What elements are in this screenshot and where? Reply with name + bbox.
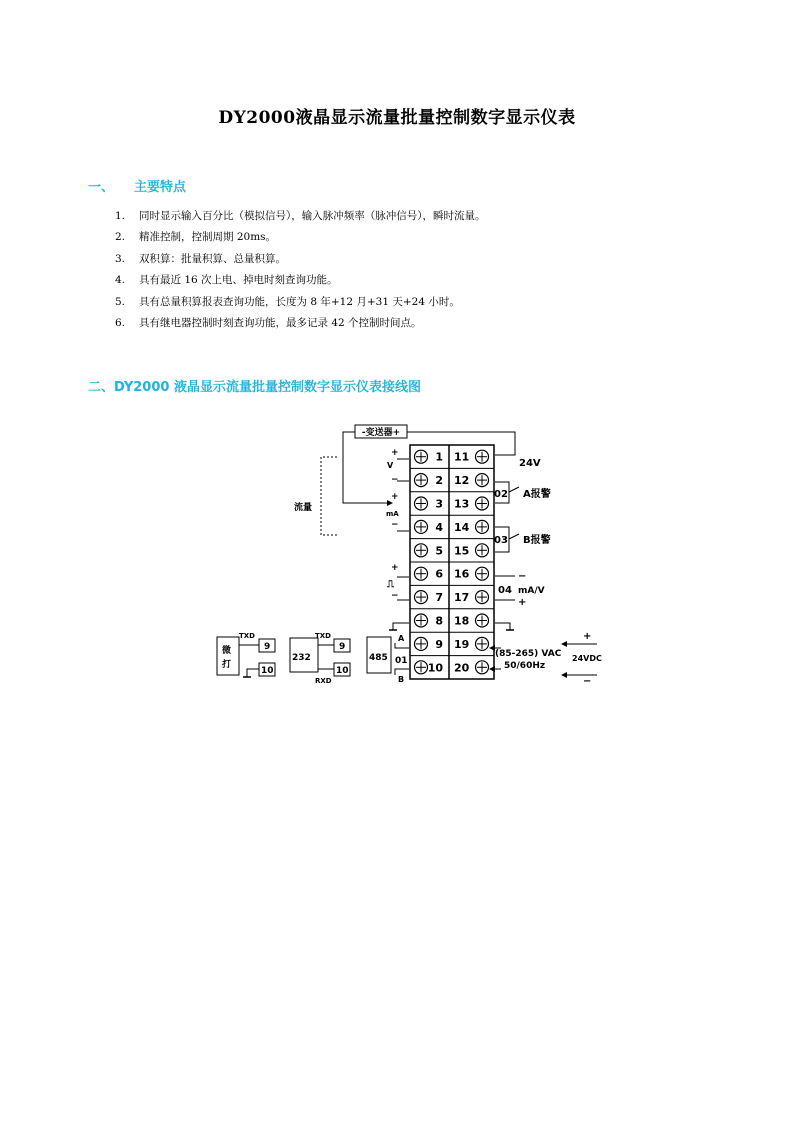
terminal-number: 15 xyxy=(454,544,470,558)
item-text: 精准控制，控制周期 20ms。 xyxy=(139,231,277,244)
wiring-diagram-svg xyxy=(205,415,605,690)
txd-label: TXD xyxy=(239,632,255,640)
24v-label: 24V xyxy=(519,458,541,469)
item-text: 具有总量积算报表查询功能，长度为 8 年+12 月+31 天+24 小时。 xyxy=(139,295,460,308)
terminal-number: 6 xyxy=(435,567,443,581)
rs485-a-label: A xyxy=(398,634,405,643)
minus-label: − xyxy=(583,676,592,687)
screw-icon xyxy=(476,450,489,463)
terminal-number: 17 xyxy=(454,591,470,605)
printer-ground-wire xyxy=(247,669,259,677)
item-text: 双积算：批量积算、总量积算。 xyxy=(139,252,286,265)
minus-label: − xyxy=(391,520,399,530)
item-number: 1. xyxy=(115,210,126,222)
rs485-label: 485 xyxy=(369,653,388,663)
terminal-number: 9 xyxy=(435,637,443,651)
page-title: DY2000液晶显示流量批量控制数字显示仪表 xyxy=(218,108,576,128)
screw-icon xyxy=(415,544,428,557)
rs232-label: 232 xyxy=(292,653,311,663)
terminal-number: 19 xyxy=(454,637,470,651)
alarm-b-label: B报警 xyxy=(523,535,551,546)
terminal-number: 5 xyxy=(435,544,443,558)
terminal-number: 14 xyxy=(454,520,470,534)
screw-icon xyxy=(476,637,489,650)
terminal-number: 12 xyxy=(454,474,470,488)
screw-icon xyxy=(415,661,428,674)
plus-label: + xyxy=(391,563,399,573)
screw-icon xyxy=(415,567,428,580)
terminal-number: 4 xyxy=(435,520,443,534)
rs232-t10: 10 xyxy=(336,666,349,676)
rs485-a-wire xyxy=(395,643,409,648)
terminal-number: 13 xyxy=(454,497,470,511)
screw-icon xyxy=(476,567,489,580)
minus-label: − xyxy=(518,571,527,582)
plus-label: + xyxy=(391,492,399,502)
item-number: 3. xyxy=(115,252,126,265)
printer-t10: 10 xyxy=(261,666,274,676)
wiring-diagram xyxy=(205,415,605,690)
printer-t9: 9 xyxy=(264,642,271,652)
screw-icon xyxy=(415,637,428,650)
screw-icon xyxy=(476,520,489,533)
terminal-number: 1 xyxy=(435,450,443,464)
screw-icon xyxy=(476,591,489,604)
relay-02-label: 02 xyxy=(494,489,508,500)
ma-label: mA xyxy=(386,510,399,518)
vdc-label: 24VDC xyxy=(572,654,602,663)
minus-label: − xyxy=(391,475,399,485)
minus-label: − xyxy=(391,591,399,601)
flow-wire xyxy=(343,432,387,503)
printer-label-1: 微 xyxy=(222,646,232,656)
screw-icon xyxy=(415,520,428,533)
item-number: 2. xyxy=(115,231,126,244)
terminal-number: 10 xyxy=(427,661,443,675)
terminal-number: 20 xyxy=(454,661,470,675)
transmitter-label: -变送器+ xyxy=(361,428,401,438)
screw-icon xyxy=(476,544,489,557)
screw-icon xyxy=(415,497,428,510)
item-text: 同时显示输入百分比（模拟信号），输入脉冲频率（脉冲信号），瞬时流量。 xyxy=(139,210,486,222)
screw-icon xyxy=(476,474,489,487)
rxd-label: RXD xyxy=(315,677,332,685)
pulse-icon: ⎍ xyxy=(387,579,394,590)
alarm-a-label: A报警 xyxy=(523,489,551,500)
rs485-b-label: B xyxy=(398,675,405,684)
hz-label: 50/60Hz xyxy=(504,661,546,671)
screw-icon xyxy=(476,614,489,627)
section-1-heading xyxy=(88,176,186,195)
screw-icon xyxy=(476,661,489,674)
txd-label: TXD xyxy=(315,632,331,640)
item-text: 具有最近 16 次上电、掉电时刻查询功能。 xyxy=(139,274,338,287)
section-1-number: 一、 xyxy=(88,180,115,195)
printer-label-2: 打 xyxy=(222,660,232,670)
flow-label: 流量 xyxy=(294,503,313,513)
out-unit-label: mA/V xyxy=(518,586,545,596)
item-number: 5. xyxy=(115,295,126,308)
screw-icon xyxy=(415,614,428,627)
terminal-number: 7 xyxy=(435,591,443,605)
ground-wire xyxy=(393,623,409,630)
terminal-rows xyxy=(410,450,494,674)
screw-icon xyxy=(415,591,428,604)
flow-bracket xyxy=(321,457,337,535)
terminal-number: 16 xyxy=(454,567,470,581)
item-number: 4. xyxy=(115,274,126,287)
rs485-01-label: 01 xyxy=(395,656,408,666)
out-04-label: 04 xyxy=(498,585,512,596)
plus-label: + xyxy=(391,448,399,458)
item-text: 具有继电器控制时刻查询功能，最多记录 42 个控制时间点。 xyxy=(139,316,422,329)
terminal-number: 8 xyxy=(435,614,443,628)
arrow-icon xyxy=(489,666,495,672)
vac-label: (85-265) VAC xyxy=(495,649,562,659)
alarm-b-relay xyxy=(509,534,519,539)
terminal-number: 18 xyxy=(454,614,470,628)
plus-label: + xyxy=(518,597,527,608)
relay-03-label: 03 xyxy=(494,535,508,546)
item-number: 6. xyxy=(115,316,126,329)
section-2-heading: 二、DY2000 液晶显示流量批量控制数字显示仪表接线图 xyxy=(88,380,421,395)
terminal-number: 3 xyxy=(435,497,443,511)
arrow-icon xyxy=(561,641,567,647)
arrow-icon xyxy=(561,672,567,678)
screw-icon xyxy=(415,450,428,463)
screw-icon xyxy=(415,474,428,487)
section-1-heading-text: 主要特点 xyxy=(134,180,187,195)
screw-icon xyxy=(476,497,489,510)
plus-label: + xyxy=(583,631,592,642)
terminal-number: 11 xyxy=(454,450,470,464)
v-label: V xyxy=(387,461,394,470)
ground-wire xyxy=(495,623,510,630)
alarm-a-relay xyxy=(509,487,519,492)
terminal-number: 2 xyxy=(435,474,443,488)
rs232-t9: 9 xyxy=(339,642,346,652)
